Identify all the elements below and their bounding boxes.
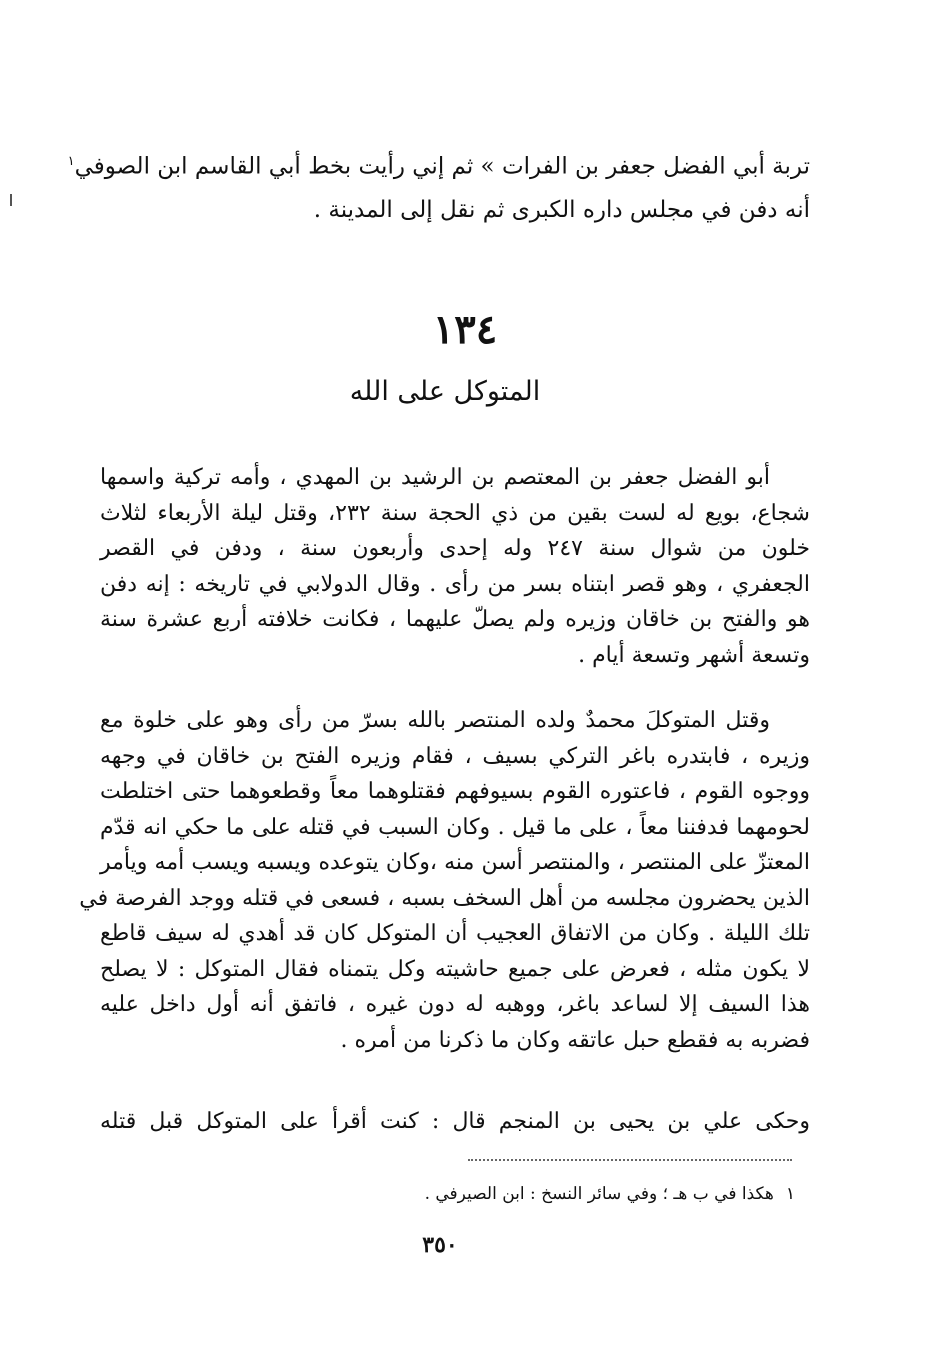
paragraph-line: الذين يحضرون مجلسه من أهل السخف بسبه ، فسعى في قتله ووجد الفرصة في [79,885,810,911]
paragraph-line: لا يكون مثله ، فعرض على جميع حاشيته وكل يتمناه فقال المتوكل : لا يصلح [100,956,810,982]
paragraph-line: شجاع، بويع له لست بقين من ذي الحجة سنة ٢٣٢، وقتل ليلة الأربعاء لثلاث [100,500,810,526]
paragraph-line: هذا السيف إلا لساعد باغر، ووهبه له دون غيره ، فاتفق أنه أول داخل عليه [100,992,810,1017]
margin-mark [10,194,12,206]
paragraph-line: لحومهما فدفننا معاً ، على ما قيل . وكان السبب في قتله على ما حكي انه قدّم [100,814,810,840]
paragraph-line: تلك الليلة . وكان من الاتفاق العجيب أن المتوكل كان قد أهدي له سيف قاطع [100,921,810,946]
section-number: ١٣٤ [432,306,498,353]
paragraph-line: وقتل المتوكلَ محمدٌ ولده المنتصر بالله بسرّ من رأى وهو على خلوة مع [100,708,770,733]
footnote-text: هكذا في ب هـ ؛ وفي سائر النسخ : ابن الصيرفي . [424,1184,774,1204]
paragraph-line: الجعفري ، وهو قصر ابتناه بسر من رأى . وقال الدولابي في تاريخه : إنه دفن [100,571,810,597]
footnote [300,1180,795,1208]
page-number: ٣٥٠ [422,1232,458,1258]
paragraph-line: أبو الفضل جعفر بن المعتصم بن الرشيد بن المهدي ، وأمه تركية واسمها [100,465,770,490]
paragraph-narration [100,1104,810,1140]
paragraph-line: أنه دفن في مجلس داره الكبرى ثم نقل إلى المدينة . [313,196,810,223]
paragraph-line: ووجوه القوم ، فاعتوره القوم بسيوفهم فقتلوهما معاً وقطعوهما حتى اختلطت [100,779,810,804]
footnote-divider [468,1159,792,1161]
section-title: المتوكل على الله [349,376,541,407]
footnote-number: ١ [785,1184,795,1204]
continued-paragraph [67,140,810,232]
paragraph-line: فضربه به فقطع حبل عاتقه وكان ما ذكرنا من أمره . [340,1027,810,1053]
paragraph-line: وزيره ، فابتدره باغر التركي بسيف ، فقام وزيره الفتح بن خاقان في وجهه [100,743,810,769]
paragraph-line: تربة أبي الفضل جعفر بن الفرات » ثم إني رأيت بخط أبي القاسم ابن الصوفي$^١$ [67,153,810,180]
paragraph-line: وحكى علي بن يحيى بن المنجم قال : كنت أقرأ على المتوكل قبل قتله [100,1109,810,1134]
paragraph-killing [79,703,810,1058]
paragraph-biography [100,460,810,673]
footnote-reference: ١ [67,154,75,169]
paragraph-line: خلون من شوال سنة ٢٤٧ وله إحدى وأربعون سنة ، ودفن في القصر [100,536,810,561]
paragraph-line: وتسعة أشهر وتسعة أيام . [578,642,810,668]
paragraph-line: المعتزّ على المنتصر ، والمنتصر أسن منه ،وكان يتوعده ويسبه ويسب أمه ويأمر [100,850,810,875]
paragraph-line: هو والفتح بن خاقان وزيره ولم يصلّ عليهما ، فكانت خلافته أربع عشرة سنة [100,607,810,632]
